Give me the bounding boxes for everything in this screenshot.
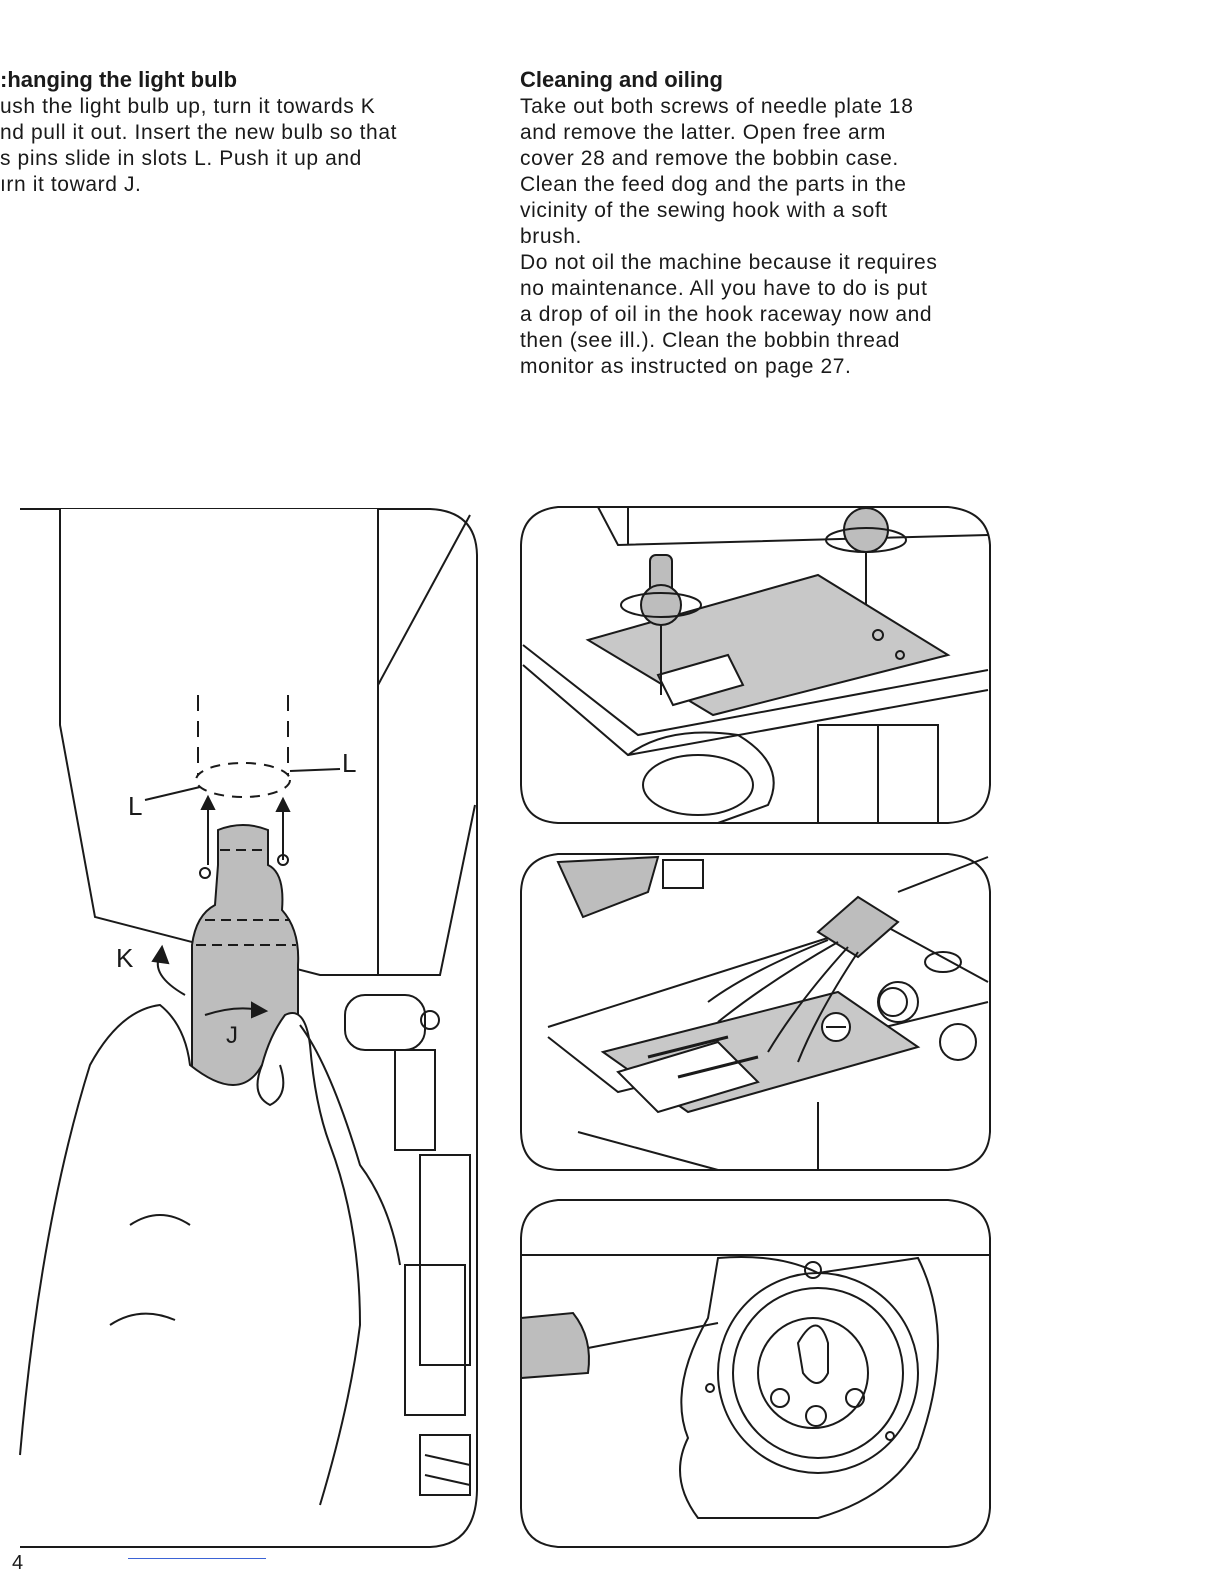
text-line: s pins slide in slots L. Push it up and bbox=[0, 147, 362, 170]
light-bulb-section bbox=[0, 66, 500, 198]
text-line: and remove the latter. Open free arm bbox=[520, 121, 886, 144]
text-line: brush. bbox=[520, 225, 582, 248]
text-line: a drop of oil in the hook raceway now and bbox=[520, 303, 933, 326]
text-line: Take out both screws of needle plate 18 bbox=[520, 95, 914, 118]
oiling-hook-illustration bbox=[518, 1198, 992, 1550]
text-line: nd pull it out. Insert the new bulb so that bbox=[0, 121, 398, 144]
label-k: K bbox=[116, 943, 134, 973]
text-line: vicinity of the sewing hook with a soft bbox=[520, 199, 888, 222]
text-line: cover 28 and remove the bobbin case. bbox=[520, 147, 899, 170]
section-heading-cleaning: Cleaning and oiling bbox=[520, 67, 723, 92]
footer-rule bbox=[128, 1558, 266, 1559]
needle-plate-illustration bbox=[518, 505, 992, 825]
text-line: monitor as instructed on page 27. bbox=[520, 355, 852, 378]
label-l-left: L bbox=[128, 791, 143, 821]
section-heading-light-bulb: :hanging the light bulb bbox=[0, 67, 238, 92]
text-line: ırn it toward J. bbox=[0, 173, 142, 196]
text-line: ush the light bulb up, turn it towards K bbox=[0, 95, 376, 118]
text-line: no maintenance. All you have to do is put bbox=[520, 277, 928, 300]
light-bulb-illustration bbox=[0, 505, 485, 1557]
cleaning-instructions bbox=[520, 94, 1000, 380]
label-j: J bbox=[226, 1022, 238, 1049]
text-line: Clean the feed dog and the parts in the bbox=[520, 173, 907, 196]
text-line: then (see ill.). Clean the bobbin thread bbox=[520, 329, 901, 352]
light-bulb-instructions bbox=[0, 94, 500, 198]
text-line: Do not oil the machine because it requires bbox=[520, 251, 938, 274]
page-number: 4 bbox=[12, 1552, 24, 1574]
cleaning-oiling-section bbox=[520, 66, 1000, 380]
brush-cleaning-illustration bbox=[518, 852, 992, 1172]
label-l-right: L bbox=[342, 748, 357, 778]
